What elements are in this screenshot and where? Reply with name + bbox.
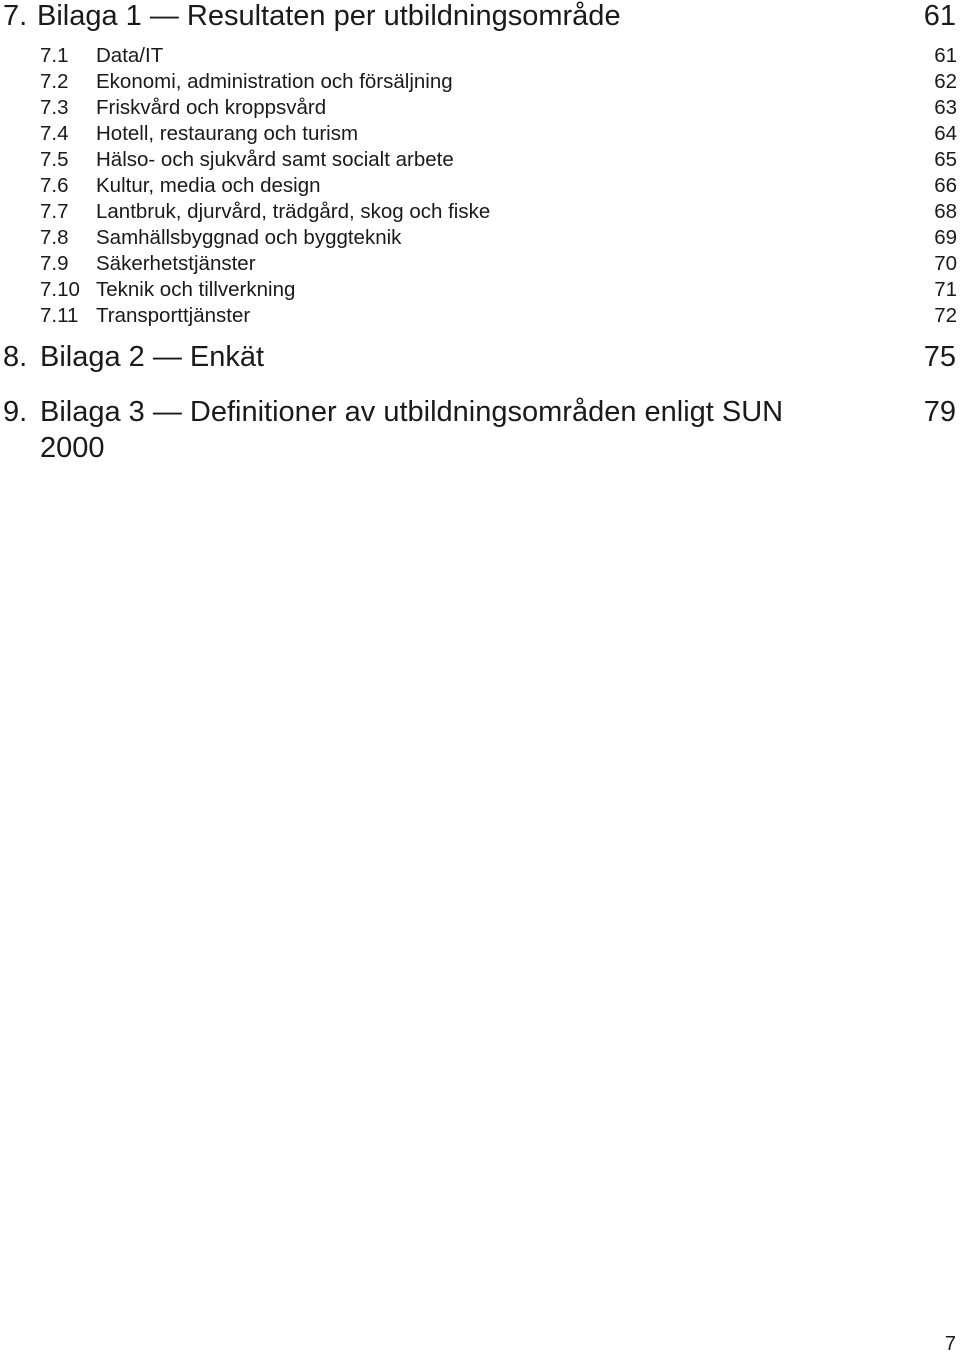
section-page-number: 69 (934, 226, 957, 249)
section-number: 7.8 (40, 226, 69, 249)
toc-section-7-4[interactable] (0, 121, 960, 147)
section-page-number: 61 (934, 44, 957, 67)
chapter-page-number: 75 (923, 341, 956, 373)
toc-section-7-10[interactable] (0, 277, 960, 303)
chapter-page-number: 79 (923, 396, 956, 428)
section-title: Samhällsbyggnad och byggteknik (96, 226, 402, 249)
chapter-number: 7. (3, 0, 28, 32)
toc-chapter-8[interactable] (0, 339, 960, 375)
section-number: 7.1 (40, 44, 69, 67)
section-number: 7.2 (40, 70, 69, 93)
section-page-number: 70 (934, 252, 957, 275)
section-page-number: 65 (934, 148, 957, 171)
chapter-title: Bilaga 2 — Enkät (40, 341, 265, 373)
section-title: Transporttjänster (96, 304, 251, 327)
section-title: Teknik och tillverkning (96, 278, 296, 301)
section-title: Hotell, restaurang och turism (96, 122, 359, 145)
toc-section-7-11[interactable] (0, 303, 960, 329)
section-page-number: 71 (934, 278, 957, 301)
toc-section-7-2[interactable] (0, 69, 960, 95)
toc-section-7-7[interactable] (0, 199, 960, 225)
section-number: 7.5 (40, 148, 69, 171)
toc-section-7-1[interactable] (0, 43, 960, 69)
section-page-number: 62 (934, 70, 957, 93)
toc-chapter-9[interactable] (0, 394, 960, 466)
chapter-number: 9. (3, 396, 28, 428)
toc-section-7-3[interactable] (0, 95, 960, 121)
section-number: 7.11 (40, 304, 79, 327)
toc-chapter-7[interactable] (0, 0, 960, 34)
section-title: Friskvård och kroppsvård (96, 96, 327, 119)
section-number: 7.3 (40, 96, 69, 119)
section-page-number: 68 (934, 200, 957, 223)
toc-section-7-6[interactable] (0, 173, 960, 199)
section-title: Ekonomi, administration och försäljning (96, 70, 453, 93)
chapter-page-number: 61 (923, 0, 956, 32)
section-title: Hälso- och sjukvård samt socialt arbete (96, 148, 454, 171)
page-number: 7 (944, 1333, 956, 1355)
section-title: Data/IT (96, 44, 164, 67)
toc-section-7-9[interactable] (0, 251, 960, 277)
toc-section-list (0, 43, 960, 329)
chapter-number: 8. (3, 341, 28, 373)
section-title: Säkerhetstjänster (96, 252, 256, 275)
section-number: 7.4 (40, 122, 69, 145)
section-number: 7.10 (40, 278, 80, 301)
toc-section-7-8[interactable] (0, 225, 960, 251)
chapter-title: Bilaga 1 — Resultaten per utbildningsområde (37, 0, 621, 32)
section-number: 7.7 (40, 200, 69, 223)
section-number: 7.6 (40, 174, 69, 197)
section-title: Kultur, media och design (96, 174, 321, 197)
section-page-number: 63 (934, 96, 957, 119)
section-number: 7.9 (40, 252, 69, 275)
section-page-number: 66 (934, 174, 957, 197)
section-page-number: 72 (934, 304, 957, 327)
section-page-number: 64 (934, 122, 957, 145)
toc-section-7-5[interactable] (0, 147, 960, 173)
section-title: Lantbruk, djurvård, trädgård, skog och fiske (96, 200, 491, 223)
chapter-title: Bilaga 3 — Definitioner av utbildningsområden enligt SUN 2000 (40, 396, 784, 464)
